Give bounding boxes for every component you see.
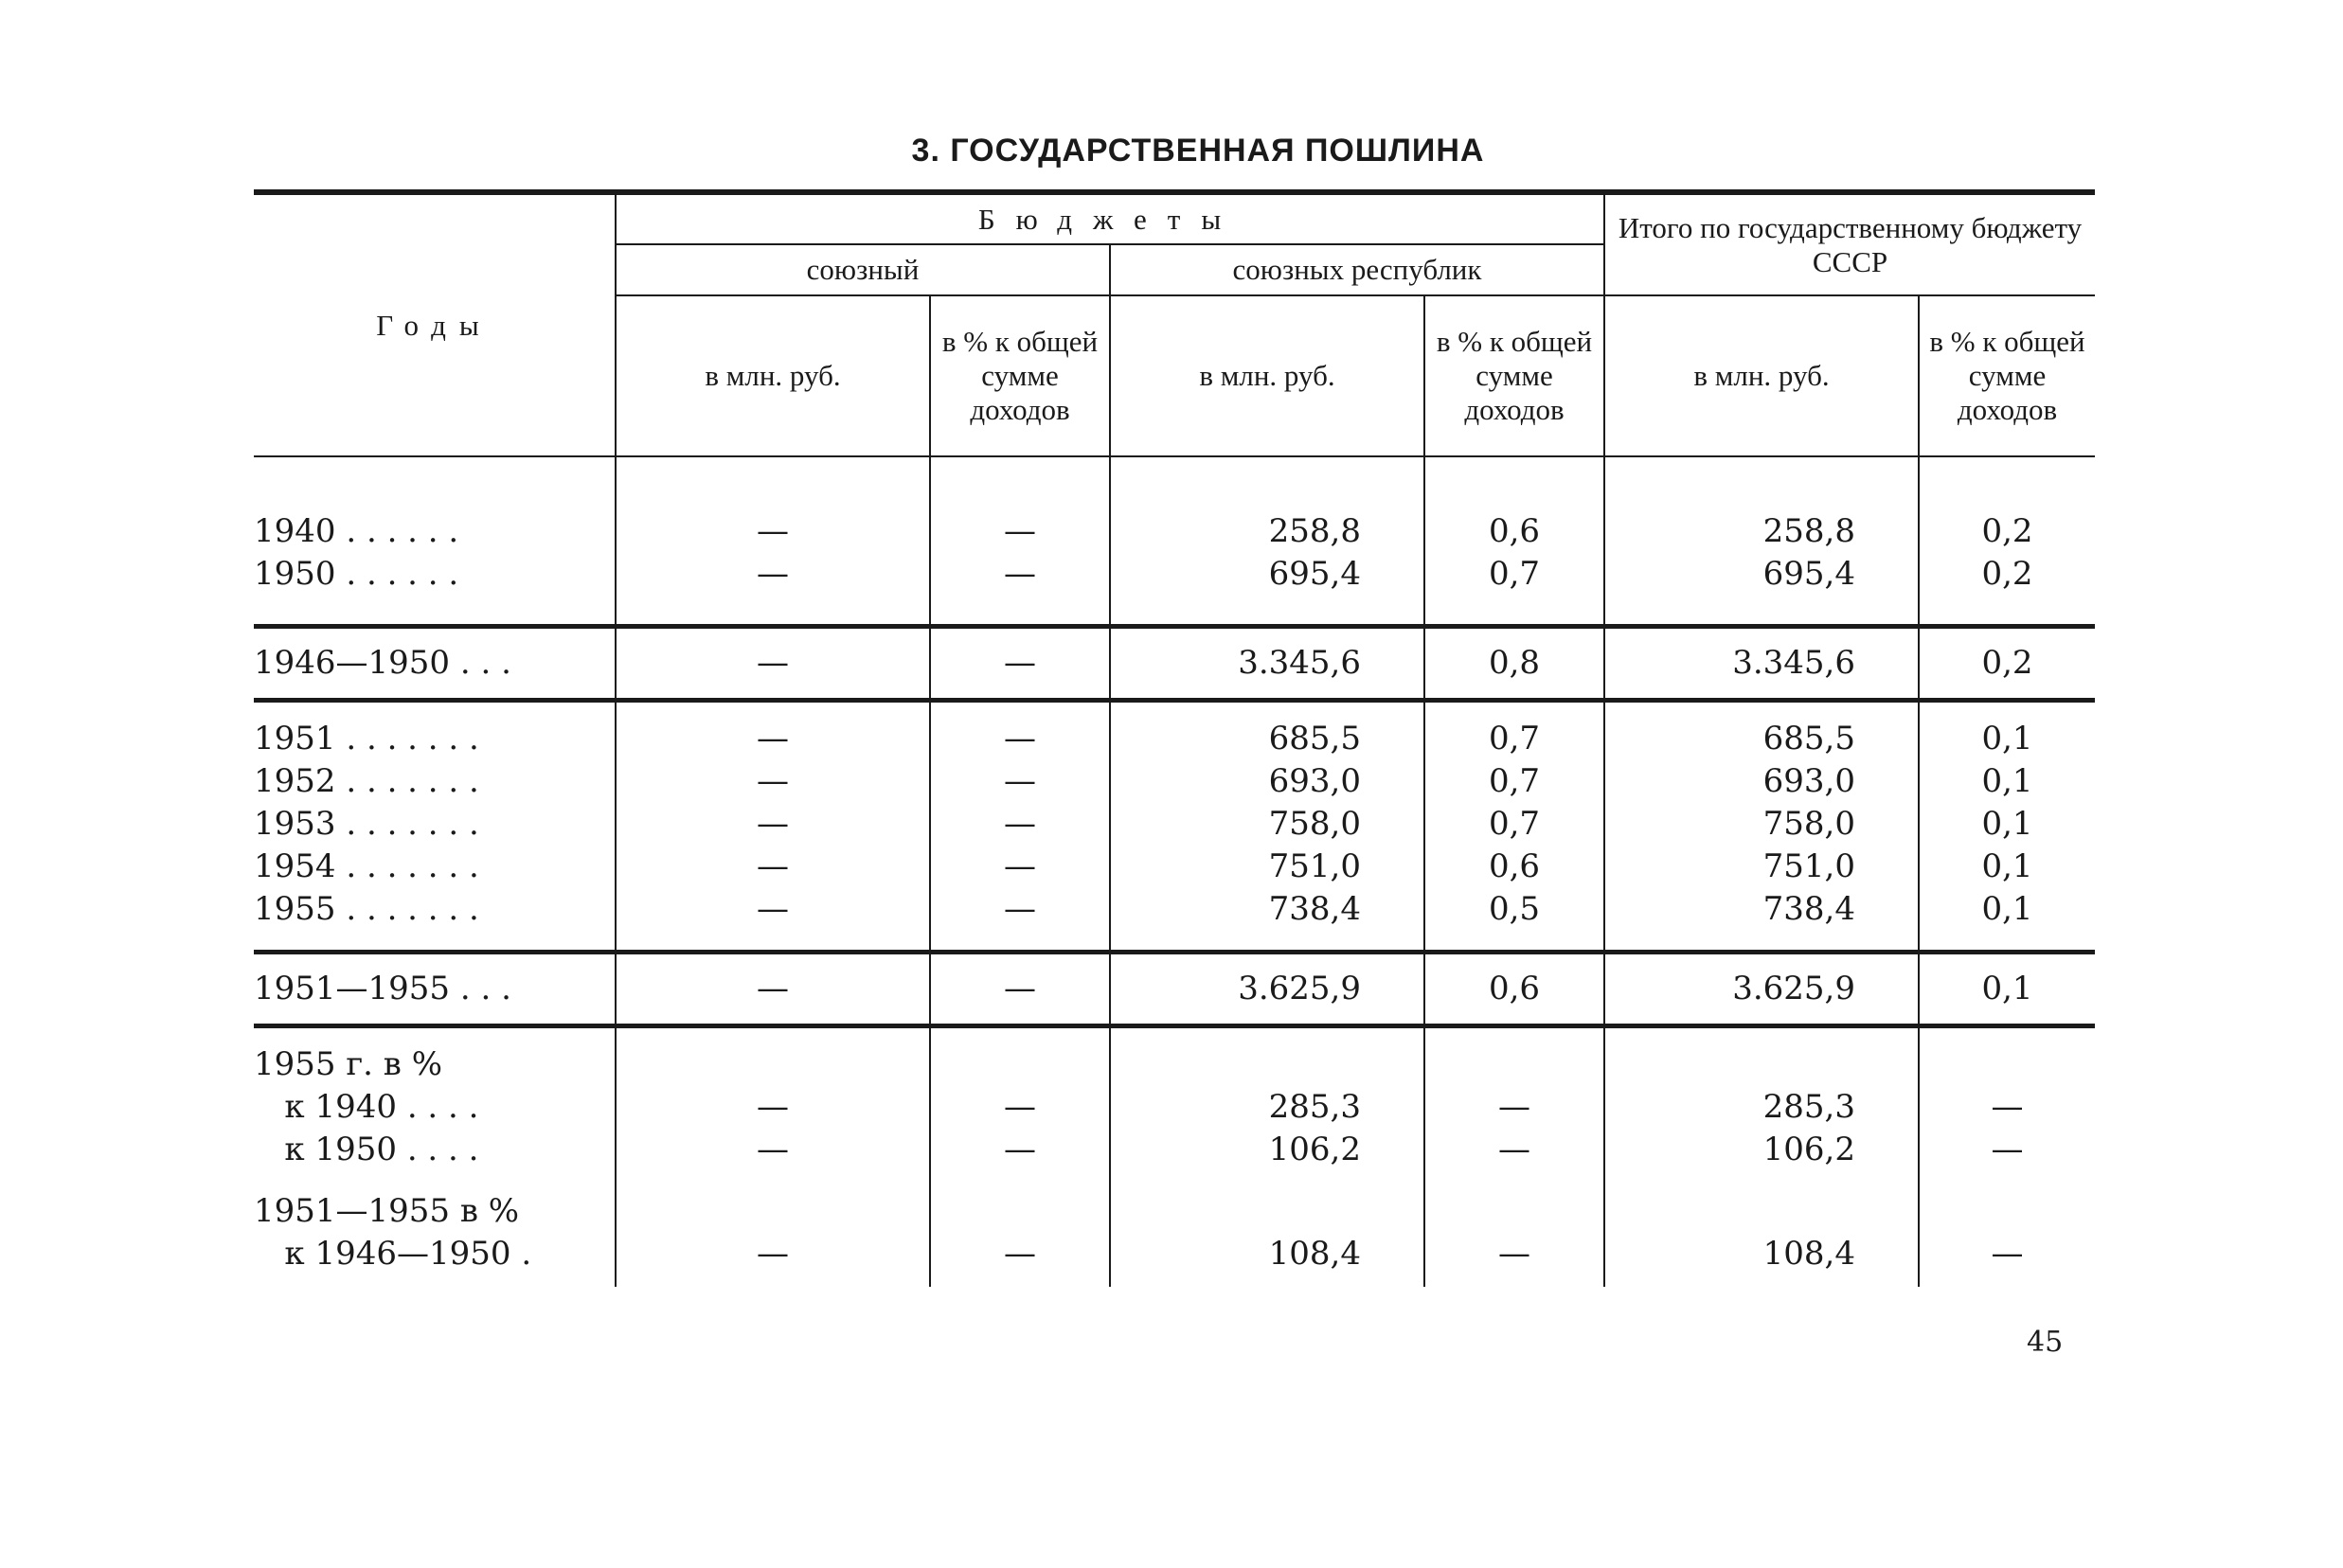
cell-union-pct: — — [930, 846, 1110, 888]
cell-total-mln: 695,4 — [1604, 553, 1919, 627]
cell-union-mln: — — [616, 627, 930, 701]
row-label: 1940 . . . . . . — [254, 512, 459, 550]
cell-rep-mln: 693,0 — [1110, 760, 1424, 803]
cell-union-mln: — — [616, 846, 930, 888]
cell-total-mln: 738,4 — [1604, 888, 1919, 953]
cell-total-pct: 0,1 — [1919, 803, 2095, 846]
cell-rep-mln: 738,4 — [1110, 888, 1424, 953]
cell-rep-pct: 0,7 — [1424, 803, 1604, 846]
cell-union-pct: — — [930, 760, 1110, 803]
cell-union-mln: — — [616, 456, 930, 553]
cell-rep-mln: 758,0 — [1110, 803, 1424, 846]
cell-total-pct: 0,1 — [1919, 888, 2095, 953]
table-row — [254, 846, 2095, 888]
header-republics: союзных республик — [1110, 244, 1604, 295]
cell-rep-pct: 0,7 — [1424, 760, 1604, 803]
cell-total-pct: 0,1 — [1919, 846, 2095, 888]
table-row — [254, 888, 2095, 953]
table-row — [254, 1129, 2095, 1190]
cell-total-pct: 0,2 — [1919, 553, 2095, 627]
row-label: к 1946—1950 . — [254, 1235, 532, 1273]
cell-union-mln: — — [616, 953, 930, 1026]
cell-union-pct: — — [930, 888, 1110, 953]
cell-union-pct: — — [930, 1129, 1110, 1190]
table-row — [254, 803, 2095, 846]
cell-total-pct: 0,2 — [1919, 456, 2095, 553]
cell-total-mln: 106,2 — [1604, 1129, 1919, 1190]
cell-total-mln: 258,8 — [1604, 456, 1919, 553]
row-label: к 1950 . . . . — [254, 1131, 479, 1168]
header-total-mln: в млн. руб. — [1604, 295, 1919, 456]
cell-total-pct: — — [1919, 1086, 2095, 1129]
cell-total-mln: 751,0 — [1604, 846, 1919, 888]
cell-rep-pct: — — [1424, 1129, 1604, 1190]
cell-rep-pct: — — [1424, 1233, 1604, 1287]
cell-rep-pct: 0,5 — [1424, 888, 1604, 953]
page-number: 45 — [2027, 1326, 2064, 1359]
cell-total-pct: — — [1919, 1233, 2095, 1287]
cell-total-mln: 285,3 — [1604, 1086, 1919, 1129]
cell-union-pct: — — [930, 553, 1110, 627]
row-label: 1954 . . . . . . . — [254, 847, 479, 885]
cell-total-pct: 0,2 — [1919, 627, 2095, 701]
cell-rep-mln: 3.625,9 — [1110, 953, 1424, 1026]
header-years: Годы — [254, 195, 616, 456]
header-total-pct: в % к общей сумме доходов — [1919, 295, 2095, 456]
row-label: 1953 . . . . . . . — [254, 805, 479, 843]
row-label: к 1940 . . . . — [254, 1088, 479, 1126]
cell-rep-pct: 0,8 — [1424, 627, 1604, 701]
cell-union-mln: — — [616, 760, 930, 803]
cell-union-mln: — — [616, 1129, 930, 1190]
cell-rep-pct: 0,6 — [1424, 953, 1604, 1026]
cell-rep-pct: 0,6 — [1424, 846, 1604, 888]
cell-rep-pct: 0,7 — [1424, 553, 1604, 627]
table-row — [254, 760, 2095, 803]
cell-union-pct: — — [930, 953, 1110, 1026]
cell-union-mln: — — [616, 701, 930, 761]
cell-union-mln: — — [616, 803, 930, 846]
duty-table — [254, 189, 2095, 1287]
cell-union-pct: — — [930, 803, 1110, 846]
row-label: 1955 . . . . . . . — [254, 890, 479, 928]
table-row — [254, 1086, 2095, 1129]
cell-rep-mln: 685,5 — [1110, 701, 1424, 761]
cell-total-pct: 0,1 — [1919, 760, 2095, 803]
cell-total-pct: 0,1 — [1919, 701, 2095, 761]
header-rep-pct: в % к общей сумме доходов — [1424, 295, 1604, 456]
row-label: 1951—1955 в % — [254, 1192, 520, 1230]
cell-rep-pct: 0,7 — [1424, 701, 1604, 761]
header-union-pct: в % к общей сумме доходов — [930, 295, 1110, 456]
row-label: 1952 . . . . . . . — [254, 762, 479, 800]
page-title: 3. ГОСУДАРСТВЕННАЯ ПОШЛИНА — [911, 133, 1485, 169]
row-label: 1946—1950 . . . — [254, 627, 616, 701]
cell-union-mln: — — [616, 888, 930, 953]
cell-union-mln: — — [616, 553, 930, 627]
cell-union-pct: — — [930, 627, 1110, 701]
cell-union-pct: — — [930, 701, 1110, 761]
table-row — [254, 1190, 2095, 1233]
cell-rep-mln: 285,3 — [1110, 1086, 1424, 1129]
header-union: союзный — [616, 244, 1110, 295]
table-row — [254, 553, 2095, 627]
cell-rep-mln: 751,0 — [1110, 846, 1424, 888]
cell-rep-pct: — — [1424, 1086, 1604, 1129]
cell-total-mln: 685,5 — [1604, 701, 1919, 761]
row-label: 1951 . . . . . . . — [254, 701, 616, 761]
cell-rep-mln: 258,8 — [1110, 456, 1424, 553]
cell-rep-mln: 3.345,6 — [1110, 627, 1424, 701]
row-label: 1955 г. в % — [254, 1026, 616, 1087]
table-row — [254, 1233, 2095, 1287]
table-row — [254, 701, 2095, 761]
cell-total-pct: — — [1919, 1129, 2095, 1190]
table-row — [254, 627, 2095, 701]
table-row — [254, 953, 2095, 1026]
cell-rep-mln: 695,4 — [1110, 553, 1424, 627]
cell-union-pct: — — [930, 1086, 1110, 1129]
cell-union-mln: — — [616, 1086, 930, 1129]
table-row — [254, 456, 2095, 553]
header-rep-mln: в млн. руб. — [1110, 295, 1424, 456]
row-label: 1951—1955 . . . — [254, 953, 616, 1026]
cell-total-pct: 0,1 — [1919, 953, 2095, 1026]
row-label: 1950 . . . . . . — [254, 555, 459, 593]
cell-union-mln: — — [616, 1233, 930, 1287]
header-budgets: Бюджеты — [616, 195, 1604, 244]
cell-total-mln: 3.625,9 — [1604, 953, 1919, 1026]
cell-rep-pct: 0,6 — [1424, 456, 1604, 553]
cell-union-pct: — — [930, 456, 1110, 553]
cell-total-mln: 758,0 — [1604, 803, 1919, 846]
table-row — [254, 1026, 2095, 1087]
cell-total-mln: 3.345,6 — [1604, 627, 1919, 701]
cell-rep-mln: 108,4 — [1110, 1233, 1424, 1287]
cell-total-mln: 108,4 — [1604, 1233, 1919, 1287]
cell-rep-mln: 106,2 — [1110, 1129, 1424, 1190]
header-total: Итого по государственному бюджету СССР — [1604, 195, 2095, 295]
cell-union-pct: — — [930, 1233, 1110, 1287]
cell-total-mln: 693,0 — [1604, 760, 1919, 803]
header-union-mln: в млн. руб. — [616, 295, 930, 456]
